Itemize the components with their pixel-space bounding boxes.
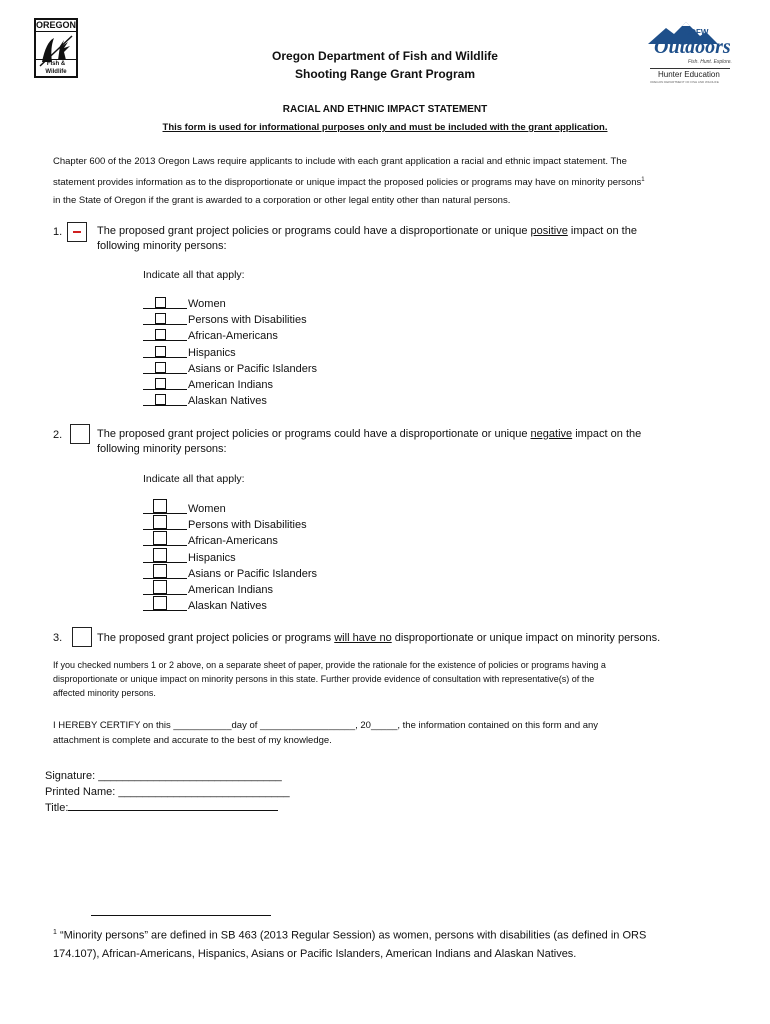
- q2-category-checkbox[interactable]: [153, 515, 167, 529]
- fill-line: [143, 389, 187, 390]
- footnote-separator: [91, 915, 271, 916]
- rationale-paragraph: [53, 658, 606, 700]
- q3-checkbox[interactable]: [72, 627, 92, 647]
- q2-category-checkbox[interactable]: [153, 548, 167, 562]
- footnote-line1: “Minority persons” are defined in SB 463 (2013 Regular Session) as women, persons with disabilities (as defined in ORS: [59, 929, 647, 942]
- rationale-line3: affected minority persons.: [53, 688, 156, 698]
- q1-category-checkbox[interactable]: [155, 394, 166, 405]
- form-subheading-wrap: [0, 122, 770, 133]
- q1-category-label: African-Americans: [188, 330, 278, 343]
- signature-block: [45, 768, 290, 816]
- fill-line: [143, 594, 187, 595]
- q2-category-checkbox[interactable]: [153, 596, 167, 610]
- q2-category-label: American Indians: [188, 584, 273, 596]
- q1-category-label: Alaskan Natives: [188, 395, 267, 408]
- intro-footnote-ref: 1: [641, 177, 645, 183]
- q1-check-mark: [73, 231, 81, 233]
- q2-category-label: African-Americans: [188, 535, 278, 548]
- q1-category-label: Asians or Pacific Islanders: [188, 362, 317, 375]
- q2-category-label: Persons with Disabilities: [188, 519, 307, 532]
- q1-category-label: American Indians: [188, 379, 273, 391]
- intro-line1: Chapter 600 of the 2013 Oregon Laws require applicants to include with each grant application a racial and ethnic impact statement. The: [53, 156, 627, 167]
- q2-category-label: Asians or Pacific Islanders: [188, 567, 317, 580]
- odfw-text: ODFW: [684, 28, 709, 37]
- q2-checkbox[interactable]: [70, 424, 90, 444]
- q1-category-checkbox[interactable]: [155, 297, 166, 308]
- q1-category-checkbox[interactable]: [155, 346, 166, 357]
- fill-line: [143, 529, 187, 530]
- q2-text-after: impact on the: [572, 428, 642, 440]
- title-field-row: [45, 800, 290, 816]
- q1-text: [97, 224, 637, 254]
- fill-line: [143, 357, 187, 358]
- q3-number: 3.: [53, 632, 63, 644]
- q3-emphasis: will have no: [334, 632, 392, 644]
- q2-text-before: The proposed grant project policies or programs could have a disproportionate or unique: [97, 428, 531, 440]
- fill-line: [143, 340, 187, 341]
- form-heading: RACIAL AND ETHNIC IMPACT STATEMENT: [282, 104, 488, 115]
- printed-name-field[interactable]: Printed Name: ____________________________: [45, 786, 290, 798]
- q3-text-before: The proposed grant project policies or programs: [97, 632, 335, 644]
- title-label: Title:: [45, 802, 69, 814]
- fill-line: [143, 308, 187, 309]
- fill-line: [143, 405, 187, 406]
- q2-indicate: Indicate all that apply:: [143, 473, 245, 485]
- q1-number: 1.: [53, 226, 63, 238]
- q2-category-checkbox[interactable]: [153, 531, 167, 545]
- header-title-line1: Oregon Department of Fish and Wildlife: [272, 49, 498, 63]
- certify-line2: attachment is complete and accurate to the best of my knowledge.: [53, 735, 332, 746]
- header-title-line2: Shooting Range Grant Program: [294, 67, 475, 81]
- q1-category-checkbox[interactable]: [155, 378, 166, 389]
- q2-line2: following minority persons:: [97, 443, 227, 455]
- rationale-line1: If you checked numbers 1 or 2 above, on a separate sheet of paper, provide the rationale for the existence of policies or programs having a: [53, 660, 606, 670]
- hunter-education-text: Hunter Education: [658, 70, 720, 79]
- fill-line: [143, 545, 187, 546]
- q1-text-before: The proposed grant project policies or programs could have a disproportionate or unique: [97, 225, 531, 237]
- q2-text: [97, 427, 641, 457]
- outdoors-text: Outdoors: [654, 36, 731, 58]
- footnote-mark: 1: [53, 929, 57, 936]
- intro-line2: statement provides information as to the disproportionate or unique impact the proposed policies or programs may have on minority persons: [53, 177, 642, 189]
- intro-line3: in the State of Oregon if the grant is awarded to a corporation or other legal entity other than natural persons.: [53, 195, 511, 207]
- signature-field[interactable]: Signature: ______________________________: [45, 770, 282, 782]
- q1-category-checkbox[interactable]: [155, 329, 166, 340]
- q1-indicate: Indicate all that apply:: [143, 269, 245, 281]
- q1-category-checkbox[interactable]: [155, 362, 166, 373]
- logo-left-bottom-text: Fish & Wildlife: [36, 59, 76, 76]
- certify-line1: I HEREBY CERTIFY on this ___________day of __________________, 20_____, the information contained on this form and any: [53, 720, 599, 731]
- q2-category-label: Women: [188, 503, 226, 515]
- q3-text: [97, 631, 660, 646]
- fill-line: [143, 610, 187, 611]
- q1-category-label: Women: [188, 298, 226, 310]
- q1-line2: following minority persons:: [97, 240, 227, 252]
- fill-line: [143, 562, 187, 563]
- q2-category-checkbox[interactable]: [153, 499, 167, 513]
- intro-line2-wrap: [53, 171, 645, 192]
- certify-paragraph: [53, 718, 598, 748]
- rationale-line2: disproportionate or unique impact on minority persons in this state. Further provide evidence of consultation with representative(s) of the: [53, 674, 595, 684]
- q1-checkbox[interactable]: [67, 222, 87, 242]
- q1-text-after: impact on the: [567, 225, 637, 237]
- logo-left-top-text: OREGON: [36, 20, 77, 30]
- q3-text-after: disproportionate or unique impact on minority persons.: [391, 632, 661, 644]
- footnote-line2: 174.107), African-Americans, Hispanics, Asians or Pacific Islanders, American Indians and Alaskan Natives.: [53, 947, 577, 960]
- fill-line: [143, 324, 187, 325]
- q1-category-label: Persons with Disabilities: [188, 314, 307, 327]
- fill-line: [143, 513, 187, 514]
- footnote: [53, 924, 646, 963]
- logo-tagline: Fish. Hunt. Explore.: [688, 59, 732, 65]
- intro-paragraph: [53, 153, 645, 210]
- logo-fine-print: OREGON DEPARTMENT OF FISH AND WILDLIFE: [650, 80, 719, 84]
- q2-category-checkbox[interactable]: [153, 564, 167, 578]
- fill-line: [143, 578, 187, 579]
- title-field[interactable]: [68, 800, 278, 811]
- fill-line: [143, 373, 187, 374]
- form-subheading: This form is used for informational purposes only and must be included with the grant application.: [162, 122, 608, 133]
- q2-emphasis: negative: [530, 428, 573, 440]
- q2-category-label: Hispanics: [188, 551, 236, 564]
- q2-category-checkbox[interactable]: [153, 580, 167, 594]
- q1-category-checkbox[interactable]: [155, 313, 166, 324]
- q1-category-label: Hispanics: [188, 346, 236, 359]
- q2-number: 2.: [53, 429, 63, 441]
- q2-category-label: Alaskan Natives: [188, 600, 267, 613]
- q1-emphasis: positive: [530, 225, 568, 237]
